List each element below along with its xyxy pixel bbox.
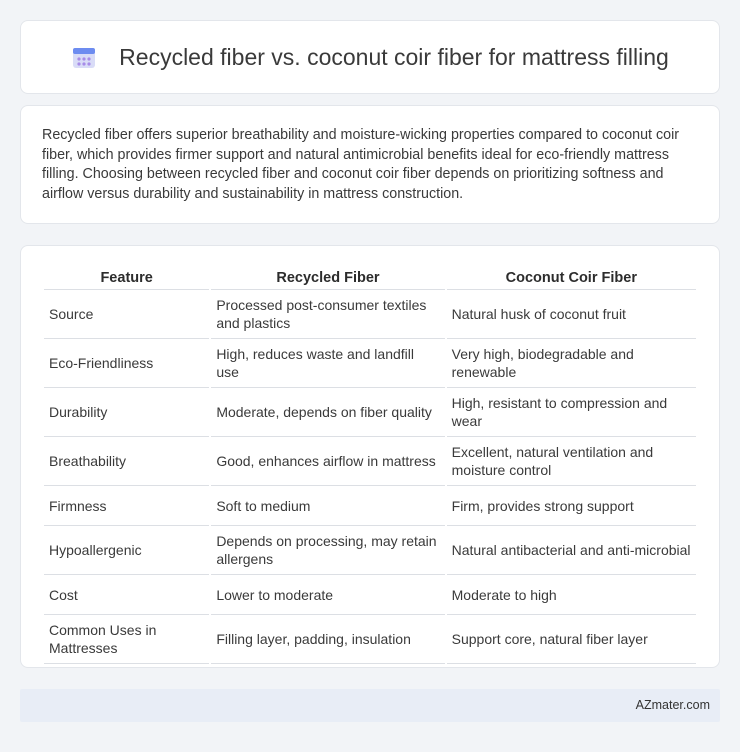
table-header-row [44, 264, 696, 290]
feature-cell: Eco-Friendliness [44, 339, 209, 388]
feature-cell: Common Uses in Mattresses [44, 615, 209, 664]
page-title: Recycled fiber vs. coconut coir fiber for mattress filling [119, 43, 669, 70]
table-row [44, 339, 696, 388]
feature-cell: Breathability [44, 437, 209, 486]
header-recycled-fiber: Recycled Fiber [211, 264, 444, 290]
header-coconut-coir-fiber: Coconut Coir Fiber [447, 264, 696, 290]
coir-cell: Moderate to high [447, 575, 696, 615]
recycled-cell: Good, enhances airflow in mattress [211, 437, 444, 486]
footer-brand-link[interactable]: AZmater.com [635, 698, 710, 712]
summary-text: Recycled fiber offers superior breathability and moisture-wicking properties compared to coconut coir fiber, which provides firmer support and natural antimicrobial benefits ideal for eco-friendly mattress filling. Choosing between recycled fiber and coconut coir fiber depends on prioritizing softness and airflow versus durability and sustainability in mattress construction. [42, 127, 680, 202]
recycled-cell: Moderate, depends on fiber quality [211, 388, 444, 437]
calendar-icon [71, 44, 97, 70]
coir-cell: Natural husk of coconut fruit [447, 290, 696, 339]
table-row [44, 437, 696, 486]
title-card [20, 20, 720, 94]
coir-cell: Natural antibacterial and anti-microbial [447, 526, 696, 575]
coir-cell: Support core, natural fiber layer [447, 615, 696, 664]
recycled-cell: Filling layer, padding, insulation [211, 615, 444, 664]
coir-cell: Excellent, natural ventilation and moisture control [447, 437, 696, 486]
feature-cell: Firmness [44, 486, 209, 526]
recycled-cell: High, reduces waste and landfill use [211, 339, 444, 388]
recycled-cell: Processed post-consumer textiles and plastics [211, 290, 444, 339]
table-row [44, 575, 696, 615]
comparison-table [42, 264, 698, 664]
coir-cell: Very high, biodegradable and renewable [447, 339, 696, 388]
coir-cell: High, resistant to compression and wear [447, 388, 696, 437]
recycled-cell: Lower to moderate [211, 575, 444, 615]
summary-card [20, 105, 720, 224]
recycled-cell: Depends on processing, may retain allergens [211, 526, 444, 575]
table-row [44, 526, 696, 575]
footer [20, 689, 720, 722]
feature-cell: Durability [44, 388, 209, 437]
feature-cell: Cost [44, 575, 209, 615]
coir-cell: Firm, provides strong support [447, 486, 696, 526]
comparison-card [20, 245, 720, 668]
table-row [44, 290, 696, 339]
feature-cell: Hypoallergenic [44, 526, 209, 575]
table-row [44, 615, 696, 664]
table-row [44, 486, 696, 526]
recycled-cell: Soft to medium [211, 486, 444, 526]
table-row [44, 388, 696, 437]
feature-cell: Source [44, 290, 209, 339]
header-feature: Feature [44, 264, 209, 290]
